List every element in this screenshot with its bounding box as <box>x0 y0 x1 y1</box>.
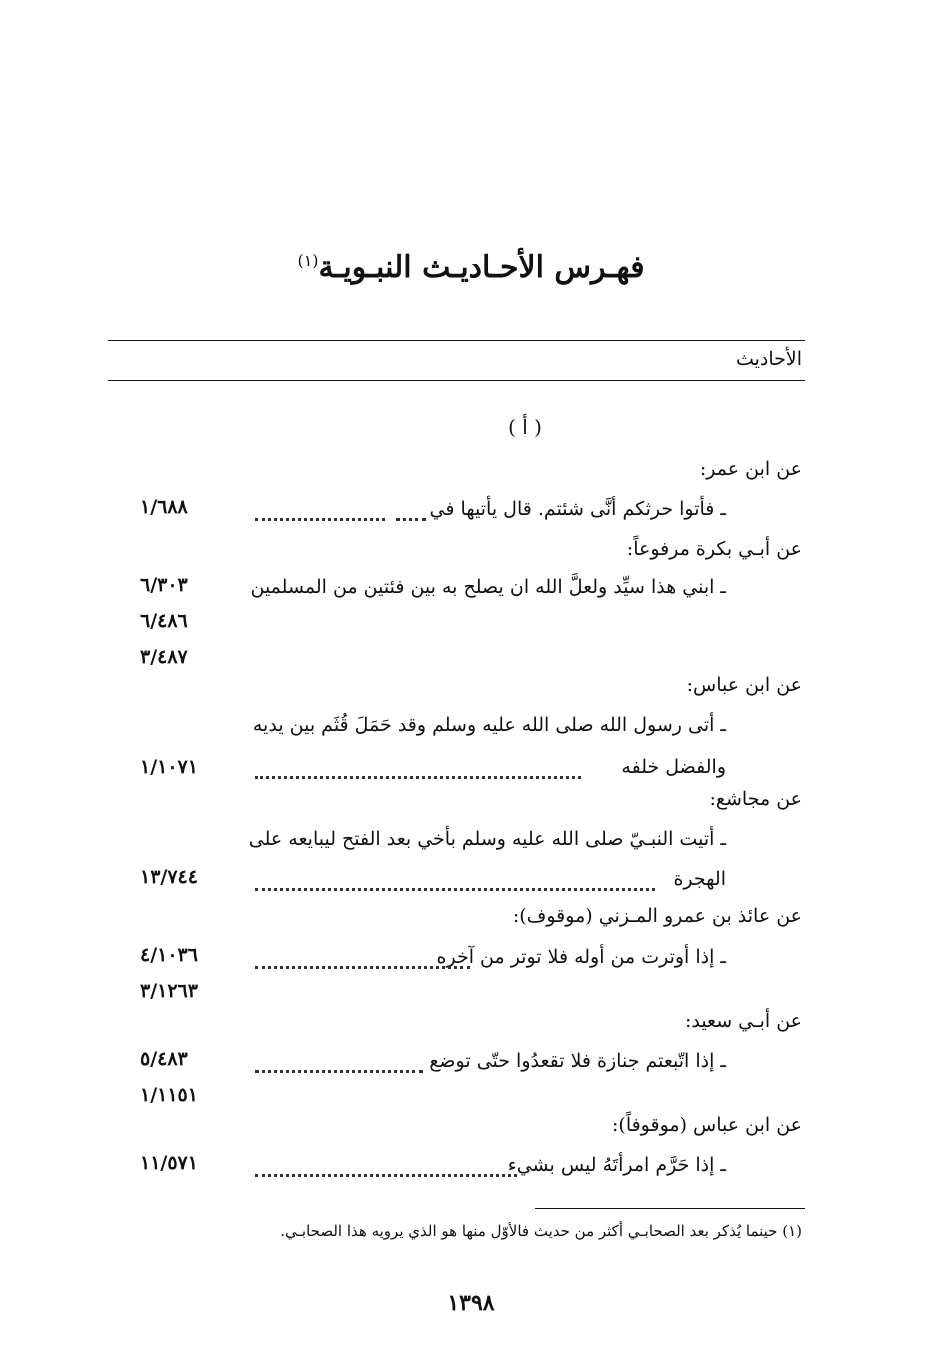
hadith-text: ـ إذا اتّبعتم جنازة فلا تقعدُوا حتّى توضع <box>429 1050 726 1072</box>
footnote-rule <box>535 1208 805 1209</box>
hadith-text: ـ إذا أوترت من أوله فلا توتر من آخره <box>436 946 726 968</box>
leader-dots <box>255 496 385 521</box>
narrator: عن أبـي سعيد: <box>684 1010 802 1032</box>
narrator: عن مجاشع: <box>709 788 802 810</box>
hadith-text: ـ ابني هذا سيِّد ولعلَّ الله ان يصلح به بين فئتين من المسلمين <box>250 576 726 598</box>
hadith-reference: ٦/٤٨٦ <box>140 610 188 632</box>
hadith-reference: ٦/٣٠٣ <box>140 574 188 596</box>
header-top-rule <box>108 340 805 341</box>
leader-dots <box>396 496 426 521</box>
leader-dots <box>255 866 655 891</box>
narrator: عن ابن عباس (موقوفاً): <box>612 1114 802 1136</box>
hadith-reference: ١/١١٥١ <box>140 1084 198 1106</box>
hadith-reference: ١٣/٧٤٤ <box>140 866 198 888</box>
page-title <box>0 250 942 285</box>
title-footnote-marker: (١) <box>297 251 319 270</box>
header-bottom-rule <box>108 380 805 381</box>
leader-dots <box>255 754 581 779</box>
page-number: ١٣٩٨ <box>447 1290 495 1316</box>
narrator: عن ابن عمر: <box>699 458 802 480</box>
hadith-text: ـ أتى رسول الله صلى الله عليه وسلم وقد حَمَلَ قُثَم بين يديه <box>252 714 726 736</box>
hadith-text: ـ أتيت النبـيّ صلى الله عليه وسلم بأخي بعد الفتح ليبايعه على <box>248 828 726 850</box>
footnote: (١) حينما يُذكر بعد الصحابـي أكثر من حديث فالأوّل منها هو الذي يرويه هذا الصحابـي. <box>280 1222 802 1240</box>
hadith-reference: ٥/٤٨٣ <box>140 1048 188 1070</box>
narrator: عن ابن عباس: <box>686 674 802 696</box>
hadith-reference: ٣/١٢٦٣ <box>140 980 198 1002</box>
hadith-text: ـ فأتوا حرثكم أنَّى شئتم. قال يأتيها في <box>429 498 726 520</box>
narrator: عن عائذ بن عمرو المـزني (موقوف): <box>512 905 802 927</box>
hadith-reference: ١١/٥٧١ <box>140 1152 198 1174</box>
leader-dots <box>255 1152 517 1177</box>
hadith-text-continued: والفضل خلفه <box>621 756 726 778</box>
title-text: فهـرس الأحـاديـث النبـويـة <box>318 250 645 285</box>
hadith-text-continued: الهجرة <box>673 868 726 890</box>
hadith-text: ـ إذا حَرَّم امرأتَهُ ليس بشيء <box>507 1154 726 1176</box>
section-letter: ( أ ) <box>508 415 542 439</box>
hadith-reference: ١/٦٨٨ <box>140 496 188 518</box>
hadith-reference: ٤/١٠٣٦ <box>140 944 198 966</box>
column-header: الأحاديث <box>735 348 802 370</box>
leader-dots <box>255 1048 423 1073</box>
narrator: عن أبـي بكرة مرفوعاً: <box>626 538 802 560</box>
hadith-reference: ٣/٤٨٧ <box>140 646 188 668</box>
leader-dots <box>255 944 470 969</box>
hadith-reference: ١/١٠٧١ <box>140 756 198 778</box>
